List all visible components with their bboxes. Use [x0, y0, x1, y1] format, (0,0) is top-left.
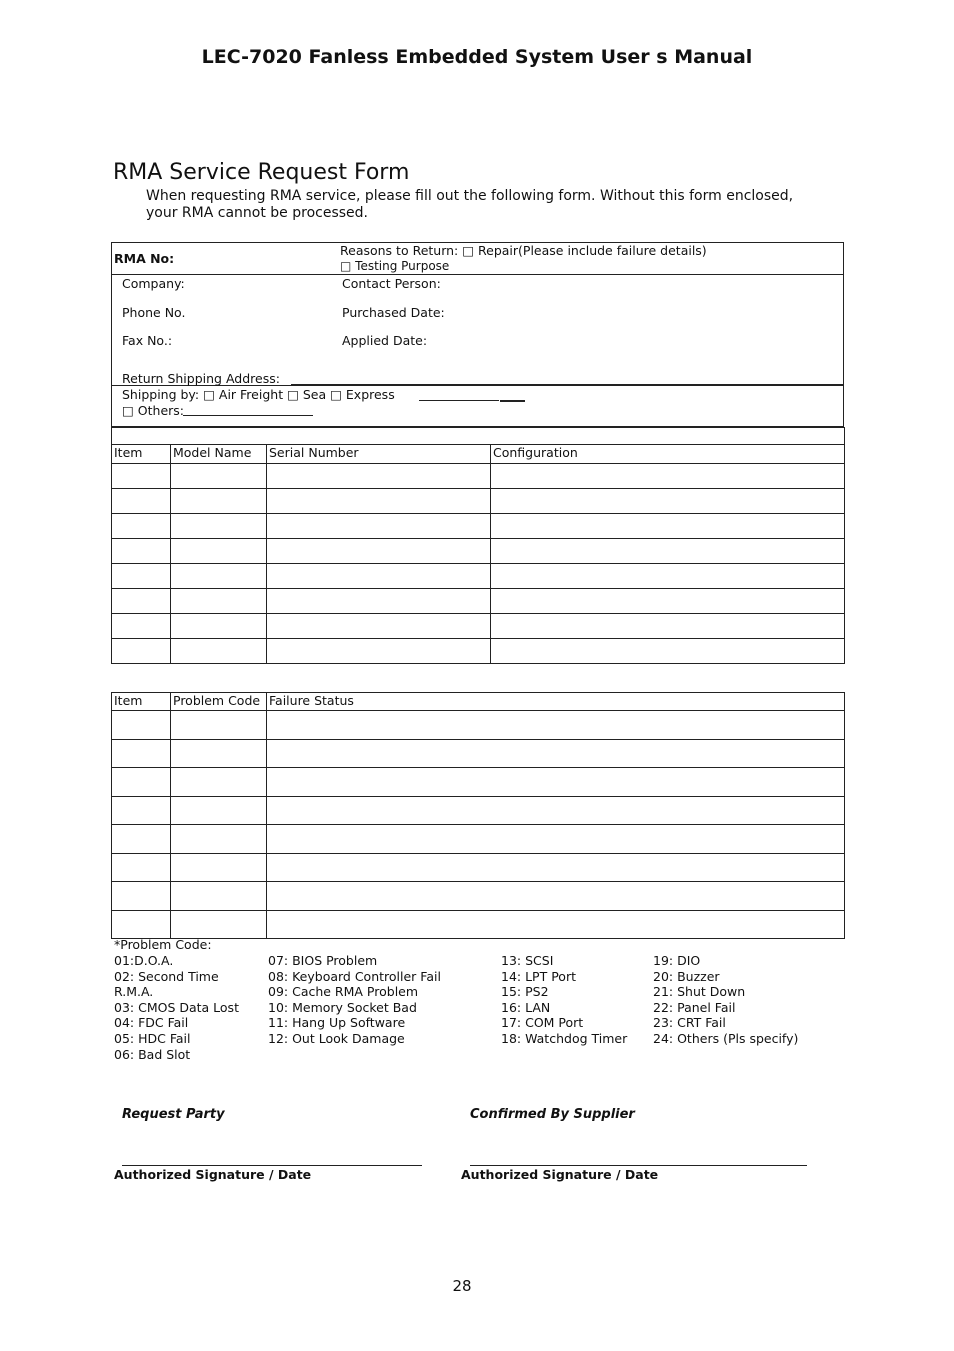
- table-cell[interactable]: [491, 589, 845, 614]
- page-number: 28: [452, 1277, 472, 1295]
- table-cell[interactable]: [491, 539, 845, 564]
- problem-code-item: 02: Second Time: [114, 968, 219, 984]
- problem-code-item: 17: COM Port: [501, 1015, 584, 1031]
- problem-code-item: 06: Bad Slot: [114, 1046, 191, 1062]
- table-cell[interactable]: [491, 514, 845, 539]
- table-cell[interactable]: [267, 614, 491, 639]
- request-party-label: Request Party: [122, 1107, 225, 1122]
- problem-code-column-1: [114, 953, 239, 1062]
- table-cell[interactable]: [171, 796, 267, 825]
- table-cell[interactable]: [171, 589, 267, 614]
- table-cell[interactable]: [171, 539, 267, 564]
- table-cell[interactable]: [112, 539, 171, 564]
- table-row: [112, 853, 845, 882]
- table-cell[interactable]: [171, 614, 267, 639]
- table-cell[interactable]: [267, 796, 845, 825]
- table-cell[interactable]: [491, 614, 845, 639]
- table-cell[interactable]: [267, 464, 491, 489]
- table-row: [112, 768, 845, 797]
- authorized-signature-caption-right: Authorized Signature / Date: [461, 1167, 659, 1182]
- model-table: [111, 427, 845, 664]
- spacer-row: [112, 428, 845, 445]
- problem-code-item: 23: CRT Fail: [653, 1015, 726, 1031]
- problem-code-item: 03: CMOS Data Lost: [114, 999, 239, 1015]
- express-line: [419, 400, 499, 401]
- problem-code-item: 15: PS2: [501, 984, 549, 1000]
- table-cell[interactable]: [267, 564, 491, 589]
- problem-code-column-4: [653, 953, 798, 1047]
- divider: [111, 274, 844, 275]
- problem-code-item: 13: SCSI: [501, 953, 554, 968]
- column-header: Item: [112, 445, 171, 464]
- table-cell[interactable]: [267, 539, 491, 564]
- problem-code-item: 22: Panel Fail: [653, 999, 736, 1015]
- table-cell[interactable]: [112, 464, 171, 489]
- form-intro-line-1: When requesting RMA service, please fill out the following form. Without this form enclosed,: [146, 188, 794, 204]
- table-cell[interactable]: [267, 639, 491, 664]
- problem-code-column-3: [501, 953, 627, 1047]
- table-cell[interactable]: [171, 825, 267, 854]
- problem-code-column-2: [268, 953, 441, 1047]
- table-cell[interactable]: [112, 853, 171, 882]
- table-row: [112, 589, 845, 614]
- problem-code-item: 18: Watchdog Timer: [501, 1030, 628, 1046]
- table-row: [112, 489, 845, 514]
- testing-purpose-option: □ Testing Purpose: [340, 259, 450, 273]
- table-cell[interactable]: [112, 639, 171, 664]
- shipping-by-options: Shipping by: □ Air Freight □ Sea □ Express: [122, 387, 395, 402]
- table-row: [112, 796, 845, 825]
- company-label: Company:: [122, 276, 185, 291]
- form-title: RMA Service Request Form: [113, 160, 410, 185]
- table-cell[interactable]: [171, 639, 267, 664]
- table-cell[interactable]: [171, 514, 267, 539]
- manual-header-title: LEC-7020 Fanless Embedded System User s Manual: [201, 46, 753, 68]
- problem-code-item: 16: LAN: [501, 999, 551, 1015]
- authorized-signature-caption-left: Authorized Signature / Date: [114, 1167, 312, 1182]
- table-cell[interactable]: [267, 739, 845, 768]
- problem-code-item: 20: Buzzer: [653, 968, 720, 984]
- rma-no-label: RMA No:: [114, 251, 175, 266]
- table-cell[interactable]: [112, 910, 171, 939]
- table-cell[interactable]: [112, 489, 171, 514]
- table-header-row: [112, 445, 845, 464]
- failure-table: [111, 692, 845, 939]
- problem-code-item: 08: Keyboard Controller Fail: [268, 968, 441, 984]
- others-line: [183, 415, 313, 416]
- problem-code-item: 04: FDC Fail: [114, 1015, 189, 1031]
- table-cell[interactable]: [171, 464, 267, 489]
- table-cell[interactable]: [171, 564, 267, 589]
- column-header: Serial Number: [267, 445, 491, 464]
- table-cell[interactable]: [267, 489, 491, 514]
- problem-code-item: 21: Shut Down: [653, 984, 746, 1000]
- table-cell[interactable]: [112, 564, 171, 589]
- problem-code-item: 07: BIOS Problem: [268, 953, 378, 968]
- table-row: [112, 539, 845, 564]
- table-cell[interactable]: [112, 796, 171, 825]
- problem-code-label: *Problem Code:: [114, 937, 212, 952]
- confirmed-by-supplier-label: Confirmed By Supplier: [470, 1107, 635, 1122]
- table-cell[interactable]: [171, 882, 267, 911]
- table-row: [112, 910, 845, 939]
- problem-code-item: 24: Others (Pls specify): [653, 1030, 799, 1046]
- column-header: Configuration: [491, 445, 845, 464]
- table-cell[interactable]: [267, 768, 845, 797]
- phone-label: Phone No.: [122, 305, 186, 320]
- table-cell[interactable]: [171, 739, 267, 768]
- table-row: [112, 514, 845, 539]
- return-address-line: [291, 384, 843, 385]
- table-cell[interactable]: [171, 910, 267, 939]
- table-cell[interactable]: [491, 564, 845, 589]
- table-cell[interactable]: [112, 514, 171, 539]
- form-intro-line-2: your RMA cannot be processed.: [146, 205, 368, 221]
- table-cell[interactable]: [267, 910, 845, 939]
- column-header: Item: [112, 693, 171, 711]
- purchased-date-label: Purchased Date:: [342, 305, 445, 320]
- table-row: [112, 711, 845, 740]
- return-address-label: Return Shipping Address:: [122, 371, 280, 386]
- table-cell[interactable]: [491, 639, 845, 664]
- table-cell[interactable]: [112, 825, 171, 854]
- table-cell[interactable]: [267, 882, 845, 911]
- table-row: [112, 739, 845, 768]
- applied-date-label: Applied Date:: [342, 333, 428, 348]
- table-cell[interactable]: [267, 711, 845, 740]
- others-option: □ Others:: [122, 403, 184, 418]
- table-row: [112, 464, 845, 489]
- table-cell[interactable]: [171, 853, 267, 882]
- table-cell[interactable]: [267, 589, 491, 614]
- problem-code-item: 19: DIO: [653, 953, 701, 968]
- fax-label: Fax No.:: [122, 333, 173, 348]
- signature-line-right: [470, 1165, 807, 1166]
- problem-code-item: 10: Memory Socket Bad: [268, 999, 417, 1015]
- table-row: [112, 639, 845, 664]
- contact-person-label: Contact Person:: [342, 276, 441, 291]
- problem-code-item: 05: HDC Fail: [114, 1030, 191, 1046]
- table-row: [112, 825, 845, 854]
- table-header-row: [112, 693, 845, 711]
- reasons-to-return: Reasons to Return: □ Repair(Please include failure details): [340, 243, 707, 258]
- table-cell[interactable]: [171, 768, 267, 797]
- problem-code-item: 12: Out Look Damage: [268, 1030, 405, 1046]
- problem-code-item: 11: Hang Up Software: [268, 1015, 406, 1031]
- column-header: Failure Status: [267, 693, 845, 711]
- problem-code-item: 01:D.O.A.: [114, 953, 174, 968]
- problem-code-item: 09: Cache RMA Problem: [268, 984, 419, 1000]
- column-header: Model Name: [171, 445, 267, 464]
- table-cell[interactable]: [112, 589, 171, 614]
- table-row: [112, 564, 845, 589]
- table-cell[interactable]: [112, 614, 171, 639]
- table-cell[interactable]: [171, 489, 267, 514]
- table-row: [112, 614, 845, 639]
- problem-code-item: 14: LPT Port: [501, 968, 576, 984]
- table-row: [112, 882, 845, 911]
- table-cell[interactable]: [112, 882, 171, 911]
- table-cell[interactable]: [171, 711, 267, 740]
- problem-code-item: R.M.A.: [114, 984, 154, 1000]
- express-line: [500, 400, 525, 402]
- table-cell[interactable]: [112, 768, 171, 797]
- table-cell[interactable]: [267, 825, 845, 854]
- table-cell[interactable]: [491, 489, 845, 514]
- table-cell[interactable]: [112, 739, 171, 768]
- column-header: Problem Code: [171, 693, 267, 711]
- table-cell[interactable]: [267, 514, 491, 539]
- signature-line-left: [122, 1165, 422, 1166]
- table-cell[interactable]: [491, 464, 845, 489]
- table-cell[interactable]: [267, 853, 845, 882]
- table-cell[interactable]: [112, 711, 171, 740]
